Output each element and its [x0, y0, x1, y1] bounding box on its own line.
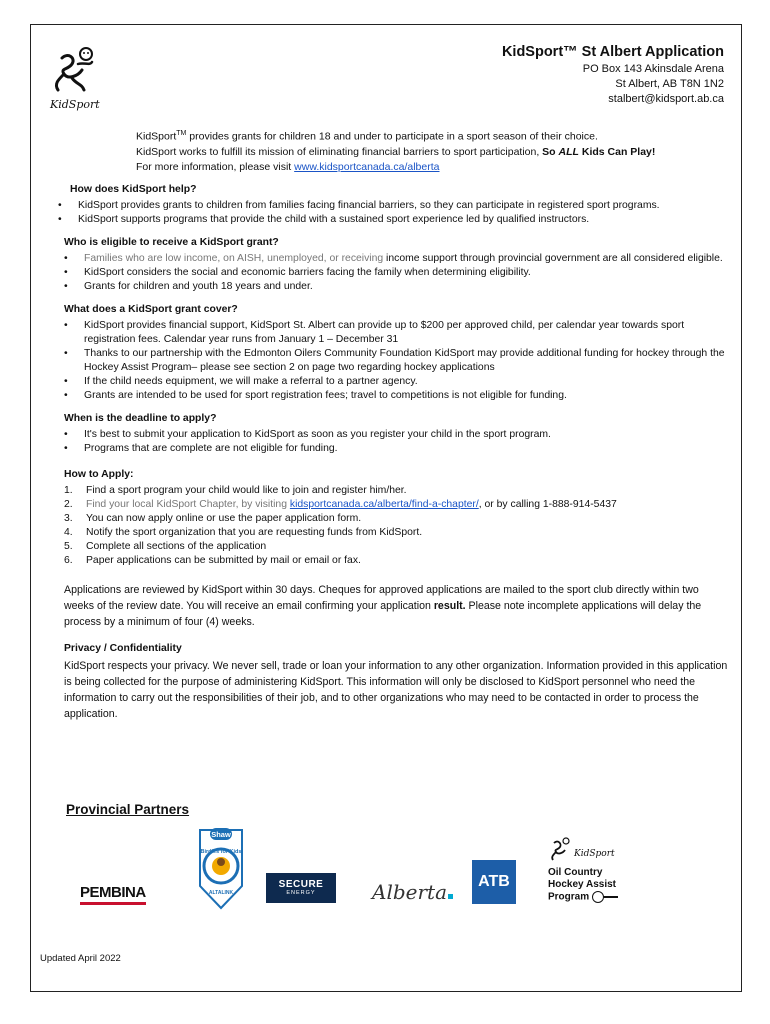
list-item: • It's best to submit your application to KidSport as soon as you register your child in the sport program. — [64, 428, 729, 442]
step-number: 2. — [64, 499, 73, 510]
kidsport-small-logo — [548, 836, 615, 862]
list-item: • Grants are intended to be used for sport registration fees; travel to competitions is not eligible for funding. — [64, 389, 729, 403]
trademark: TM — [176, 130, 187, 137]
eligible-item-1-gray: Families who are low income, on AISH, unemployed, or receiving — [84, 253, 387, 264]
step-number: 4. — [64, 527, 73, 538]
list-item — [64, 498, 729, 512]
privacy-heading: Privacy / Confidentiality — [64, 643, 182, 654]
list-item — [64, 554, 729, 568]
logo-text: KidSport — [50, 98, 100, 111]
privacy-text: KidSport respects your privacy. We never sell, trade or loan your information to any other organization. Information provided in this application is being collected for the purpose of administering KidSport. This information will only be disclosed to KidSport personnel who need the information to carry out the responsibilities of their job, and to other organizations who may need to be contacted in order to process the application. — [64, 660, 728, 720]
puck-icon — [592, 891, 604, 903]
list-item — [64, 512, 729, 526]
intro-line-2: KidSport works to fulfill its mission of eliminating financial barriers to sport participation, — [136, 145, 543, 158]
hockey-assist-text: Hockey Assist — [548, 879, 616, 890]
atb-logo: ATB — [472, 860, 516, 904]
cover-section — [64, 303, 729, 403]
alberta-logo — [372, 880, 453, 904]
eligible-item-1-rest: income support through provincial government are all considered eligible. — [386, 253, 723, 264]
step-number: 1. — [64, 485, 73, 496]
oil-country-text: Oil Country — [548, 867, 603, 878]
slogan-b: Kids Can Play! — [578, 145, 656, 158]
shaw-text: Shaw — [211, 830, 231, 839]
intro-brand: KidSport — [136, 130, 177, 143]
secure-energy-logo — [266, 873, 336, 903]
review-text: Please note incomplete applications will delay the process by a minimum of four (4) weeks. — [64, 600, 702, 628]
apply-section — [64, 468, 729, 568]
review-text: Applications are reviewed by KidSport within 30 days. Cheques for approved applications are mailed to the sport club directly within two weeks of the review date. You will receive an email confirming your application — [64, 584, 699, 612]
step-number: 5. — [64, 541, 73, 552]
help-heading: How does KidSport help? — [70, 184, 197, 195]
intro-line-1: provides grants for children 18 and under to participate in a sport season of their choice. — [186, 130, 598, 143]
step-text: Find your local KidSport Chapter, by visiting — [86, 499, 290, 510]
cover-heading: What does a KidSport grant cover? — [64, 304, 238, 315]
program-line — [548, 891, 628, 904]
step-text: Notify the sport organization that you are requesting funds from KidSport. — [86, 527, 423, 538]
list-item — [64, 540, 729, 554]
kidsport-alberta-link[interactable]: www.kidsportcanada.ca/alberta — [294, 160, 440, 173]
review-paragraph — [64, 582, 729, 630]
slogan-all: ALL — [558, 145, 579, 158]
alberta-square-icon — [448, 894, 453, 899]
step-number: 3. — [64, 513, 73, 524]
energy-text: ENERGY — [286, 890, 316, 896]
shaw-birdies-logo — [190, 826, 252, 912]
find-chapter-link[interactable]: kidsportcanada.ca/alberta/find-a-chapter/ — [289, 499, 479, 510]
list-item — [64, 252, 729, 266]
alberta-text: Alberta — [372, 880, 447, 904]
page-title: KidSport™ St Albert Application — [501, 44, 724, 60]
eligible-section — [64, 236, 729, 294]
address-line-1: PO Box 143 Akinsdale Arena — [582, 63, 724, 75]
list-item — [64, 526, 729, 540]
pembina-logo — [80, 884, 146, 905]
list-item: • KidSport provides grants to children from families facing financial barriers, so they can participate in registered sport programs. — [58, 199, 729, 213]
footer-updated: Updated April 2022 — [40, 953, 121, 964]
program-text: Program — [548, 891, 590, 903]
deadline-section — [64, 412, 729, 456]
step-text: You can now apply online or use the paper application form. — [86, 513, 362, 524]
step-text: Paper applications can be submitted by mail or email or fax. — [86, 555, 361, 566]
birdies-text: Birdies for Kids — [200, 849, 242, 855]
address-line-2: St Albert, AB T8N 1N2 — [615, 78, 724, 90]
slogan-a: So — [542, 145, 559, 158]
review-bold: result. — [433, 600, 466, 612]
list-item — [64, 484, 729, 498]
contact-email: stalbert@kidsport.ab.ca — [608, 93, 724, 105]
list-item: • Grants for children and youth 18 years and under. — [64, 280, 729, 294]
stick-icon — [604, 896, 618, 898]
partners-heading: Provincial Partners — [66, 802, 190, 817]
kidsport-small-text: KidSport — [574, 849, 615, 859]
kidsport-logo — [48, 44, 104, 116]
step-text: , or by calling 1-888-914-5437 — [478, 499, 617, 510]
oilers-hockey-logo — [548, 836, 628, 904]
apply-heading: How to Apply: — [64, 469, 134, 480]
pembina-text: PEMBINA — [80, 884, 146, 901]
list-item: • KidSport considers the social and economic barriers facing the family when determining eligibility. — [64, 266, 729, 280]
secure-text: SECURE — [278, 879, 324, 890]
header — [502, 44, 724, 107]
altalink-text: ALTALINK — [208, 890, 234, 896]
list-item: • KidSport supports programs that provide the child with a sustained sport experience led by qualified instructors. — [58, 213, 729, 227]
eligible-heading: Who is eligible to receive a KidSport grant? — [64, 237, 279, 248]
intro-line-3: For more information, please visit — [136, 160, 295, 173]
deadline-heading: When is the deadline to apply? — [64, 413, 217, 424]
step-text: Complete all sections of the application — [86, 541, 267, 552]
list-item: • KidSport provides financial support, KidSport St. Albert can provide up to $200 per approved child, per calendar year towards sport registration fees. Calendar year runs from January 1 – December 31 — [64, 319, 729, 347]
list-item: • Thanks to our partnership with the Edmonton Oilers Community Foundation KidSport may provide additional funding for hockey through the Hockey Assist Program– please see section 2 on page two regarding hockey applications — [64, 347, 729, 375]
step-number: 6. — [64, 555, 73, 566]
step-text: Find a sport program your child would like to join and register him/her. — [86, 485, 407, 496]
intro — [136, 126, 716, 175]
list-item: • Programs that are complete are not eligible for funding. — [64, 442, 729, 456]
main-content — [64, 183, 729, 734]
privacy-section — [64, 642, 729, 722]
list-item: • If the child needs equipment, we will make a referral to a partner agency. — [64, 375, 729, 389]
help-section — [64, 183, 729, 227]
